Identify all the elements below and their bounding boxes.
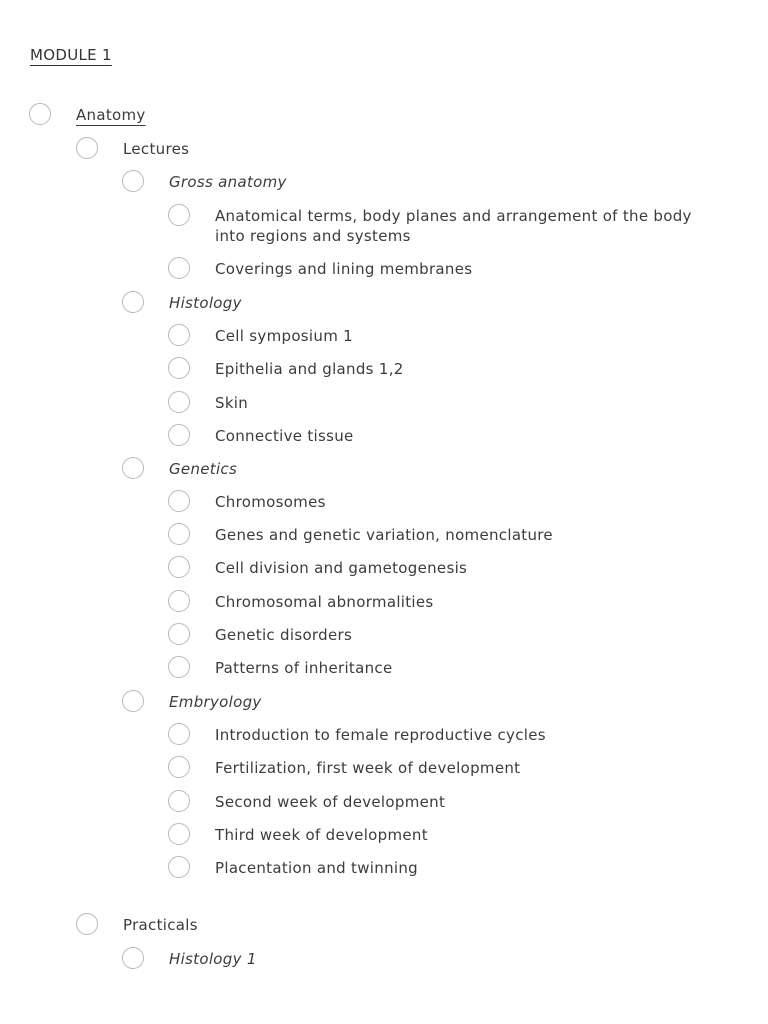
checkbox-circle[interactable] — [168, 324, 190, 346]
checklist-item-second-week-of-development[interactable] — [0, 790, 768, 814]
checklist-item-label: Histology 1 — [169, 950, 257, 968]
checklist-item-label: Skin — [215, 394, 249, 412]
checklist-item-anatomical-terms-body-planes-and-arrangement-of-the-body-into-regions-and-systems[interactable] — [0, 204, 768, 245]
checklist-item-genetics[interactable] — [0, 457, 768, 481]
checklist-item-lectures[interactable] — [0, 137, 768, 161]
checklist-item-gross-anatomy[interactable] — [0, 170, 768, 194]
checklist-item-label: Lectures — [123, 140, 190, 158]
checklist-item-label: Chromosomes — [215, 493, 326, 511]
checklist-item-third-week-of-development[interactable] — [0, 823, 768, 847]
checkbox-circle[interactable] — [168, 623, 190, 645]
checkbox-circle[interactable] — [122, 291, 144, 313]
checkbox-circle[interactable] — [168, 590, 190, 612]
checkbox-circle[interactable] — [168, 856, 190, 878]
checklist-item-label: Patterns of inheritance — [215, 659, 393, 677]
checkbox-circle[interactable] — [29, 103, 51, 125]
checkbox-circle[interactable] — [168, 391, 190, 413]
checkbox-circle[interactable] — [168, 204, 190, 226]
checklist-item-label: Genetics — [169, 460, 238, 478]
checklist-item-label: Anatomy — [76, 106, 146, 124]
checkbox-circle[interactable] — [76, 137, 98, 159]
checklist-item-label: Placentation and twinning — [215, 859, 418, 877]
checklist-item-label: Genetic disorders — [215, 626, 353, 644]
checklist-item-cell-symposium-1[interactable] — [0, 324, 768, 348]
checklist-item-epithelia-and-glands-1-2[interactable] — [0, 357, 768, 381]
checkbox-circle[interactable] — [168, 723, 190, 745]
checklist-item-cell-division-and-gametogenesis[interactable] — [0, 556, 768, 580]
checkbox-circle[interactable] — [168, 790, 190, 812]
checklist-item-practicals[interactable] — [0, 913, 768, 937]
checklist-item-label: Cell division and gametogenesis — [215, 559, 468, 577]
checklist-item-histology[interactable] — [0, 291, 768, 315]
checklist-item-label: Chromosomal abnormalities — [215, 593, 434, 611]
checklist-item-placentation-and-twinning[interactable] — [0, 856, 768, 880]
checkbox-circle[interactable] — [76, 913, 98, 935]
checklist-item-label: Epithelia and glands 1,2 — [215, 360, 404, 378]
checklist-item-label: Gross anatomy — [169, 173, 287, 191]
checkbox-circle[interactable] — [168, 656, 190, 678]
checkbox-circle[interactable] — [168, 424, 190, 446]
checklist-item-skin[interactable] — [0, 391, 768, 415]
checklist-item-anatomy[interactable] — [0, 103, 768, 127]
checklist-item-introduction-to-female-reproductive-cycles[interactable] — [0, 723, 768, 747]
checklist-item-histology-1[interactable] — [0, 947, 768, 971]
checklist-item-label: Anatomical terms, body planes and arrangement of the body into regions and systems — [215, 207, 692, 245]
checklist-item-label: Histology — [169, 294, 242, 312]
checkbox-circle[interactable] — [168, 823, 190, 845]
checklist-item-genes-and-genetic-variation-nomenclature[interactable] — [0, 523, 768, 547]
checklist-item-label: Second week of development — [215, 793, 446, 811]
checklist-item-label: Introduction to female reproductive cycles — [215, 726, 546, 744]
checkbox-circle[interactable] — [168, 490, 190, 512]
checklist-item-embryology[interactable] — [0, 690, 768, 714]
checklist-item-chromosomes[interactable] — [0, 490, 768, 514]
checklist-item-label: Connective tissue — [215, 427, 354, 445]
checklist-item-label: Third week of development — [215, 826, 428, 844]
checkbox-circle[interactable] — [122, 457, 144, 479]
checklist-item-label: Cell symposium 1 — [215, 327, 354, 345]
checklist-item-label: Practicals — [123, 916, 198, 934]
checkbox-circle[interactable] — [168, 556, 190, 578]
module-title: MODULE 1 — [30, 46, 112, 64]
checkbox-circle[interactable] — [168, 523, 190, 545]
checklist-item-label: Embryology — [169, 693, 262, 711]
checklist-item-label: Fertilization, first week of development — [215, 759, 521, 777]
checkbox-circle[interactable] — [168, 257, 190, 279]
checklist-item-genetic-disorders[interactable] — [0, 623, 768, 647]
checklist-item-coverings-and-lining-membranes[interactable] — [0, 257, 768, 281]
checklist-item-patterns-of-inheritance[interactable] — [0, 656, 768, 680]
checklist-item-label: Coverings and lining membranes — [215, 260, 473, 278]
checklist-item-chromosomal-abnormalities[interactable] — [0, 590, 768, 614]
checkbox-circle[interactable] — [122, 690, 144, 712]
checkbox-circle[interactable] — [122, 947, 144, 969]
checkbox-circle[interactable] — [168, 756, 190, 778]
checkbox-circle[interactable] — [122, 170, 144, 192]
checklist-item-connective-tissue[interactable] — [0, 424, 768, 448]
checkbox-circle[interactable] — [168, 357, 190, 379]
checklist-item-label: Genes and genetic variation, nomenclature — [215, 526, 553, 544]
checklist-item-fertilization-first-week-of-development[interactable] — [0, 756, 768, 780]
